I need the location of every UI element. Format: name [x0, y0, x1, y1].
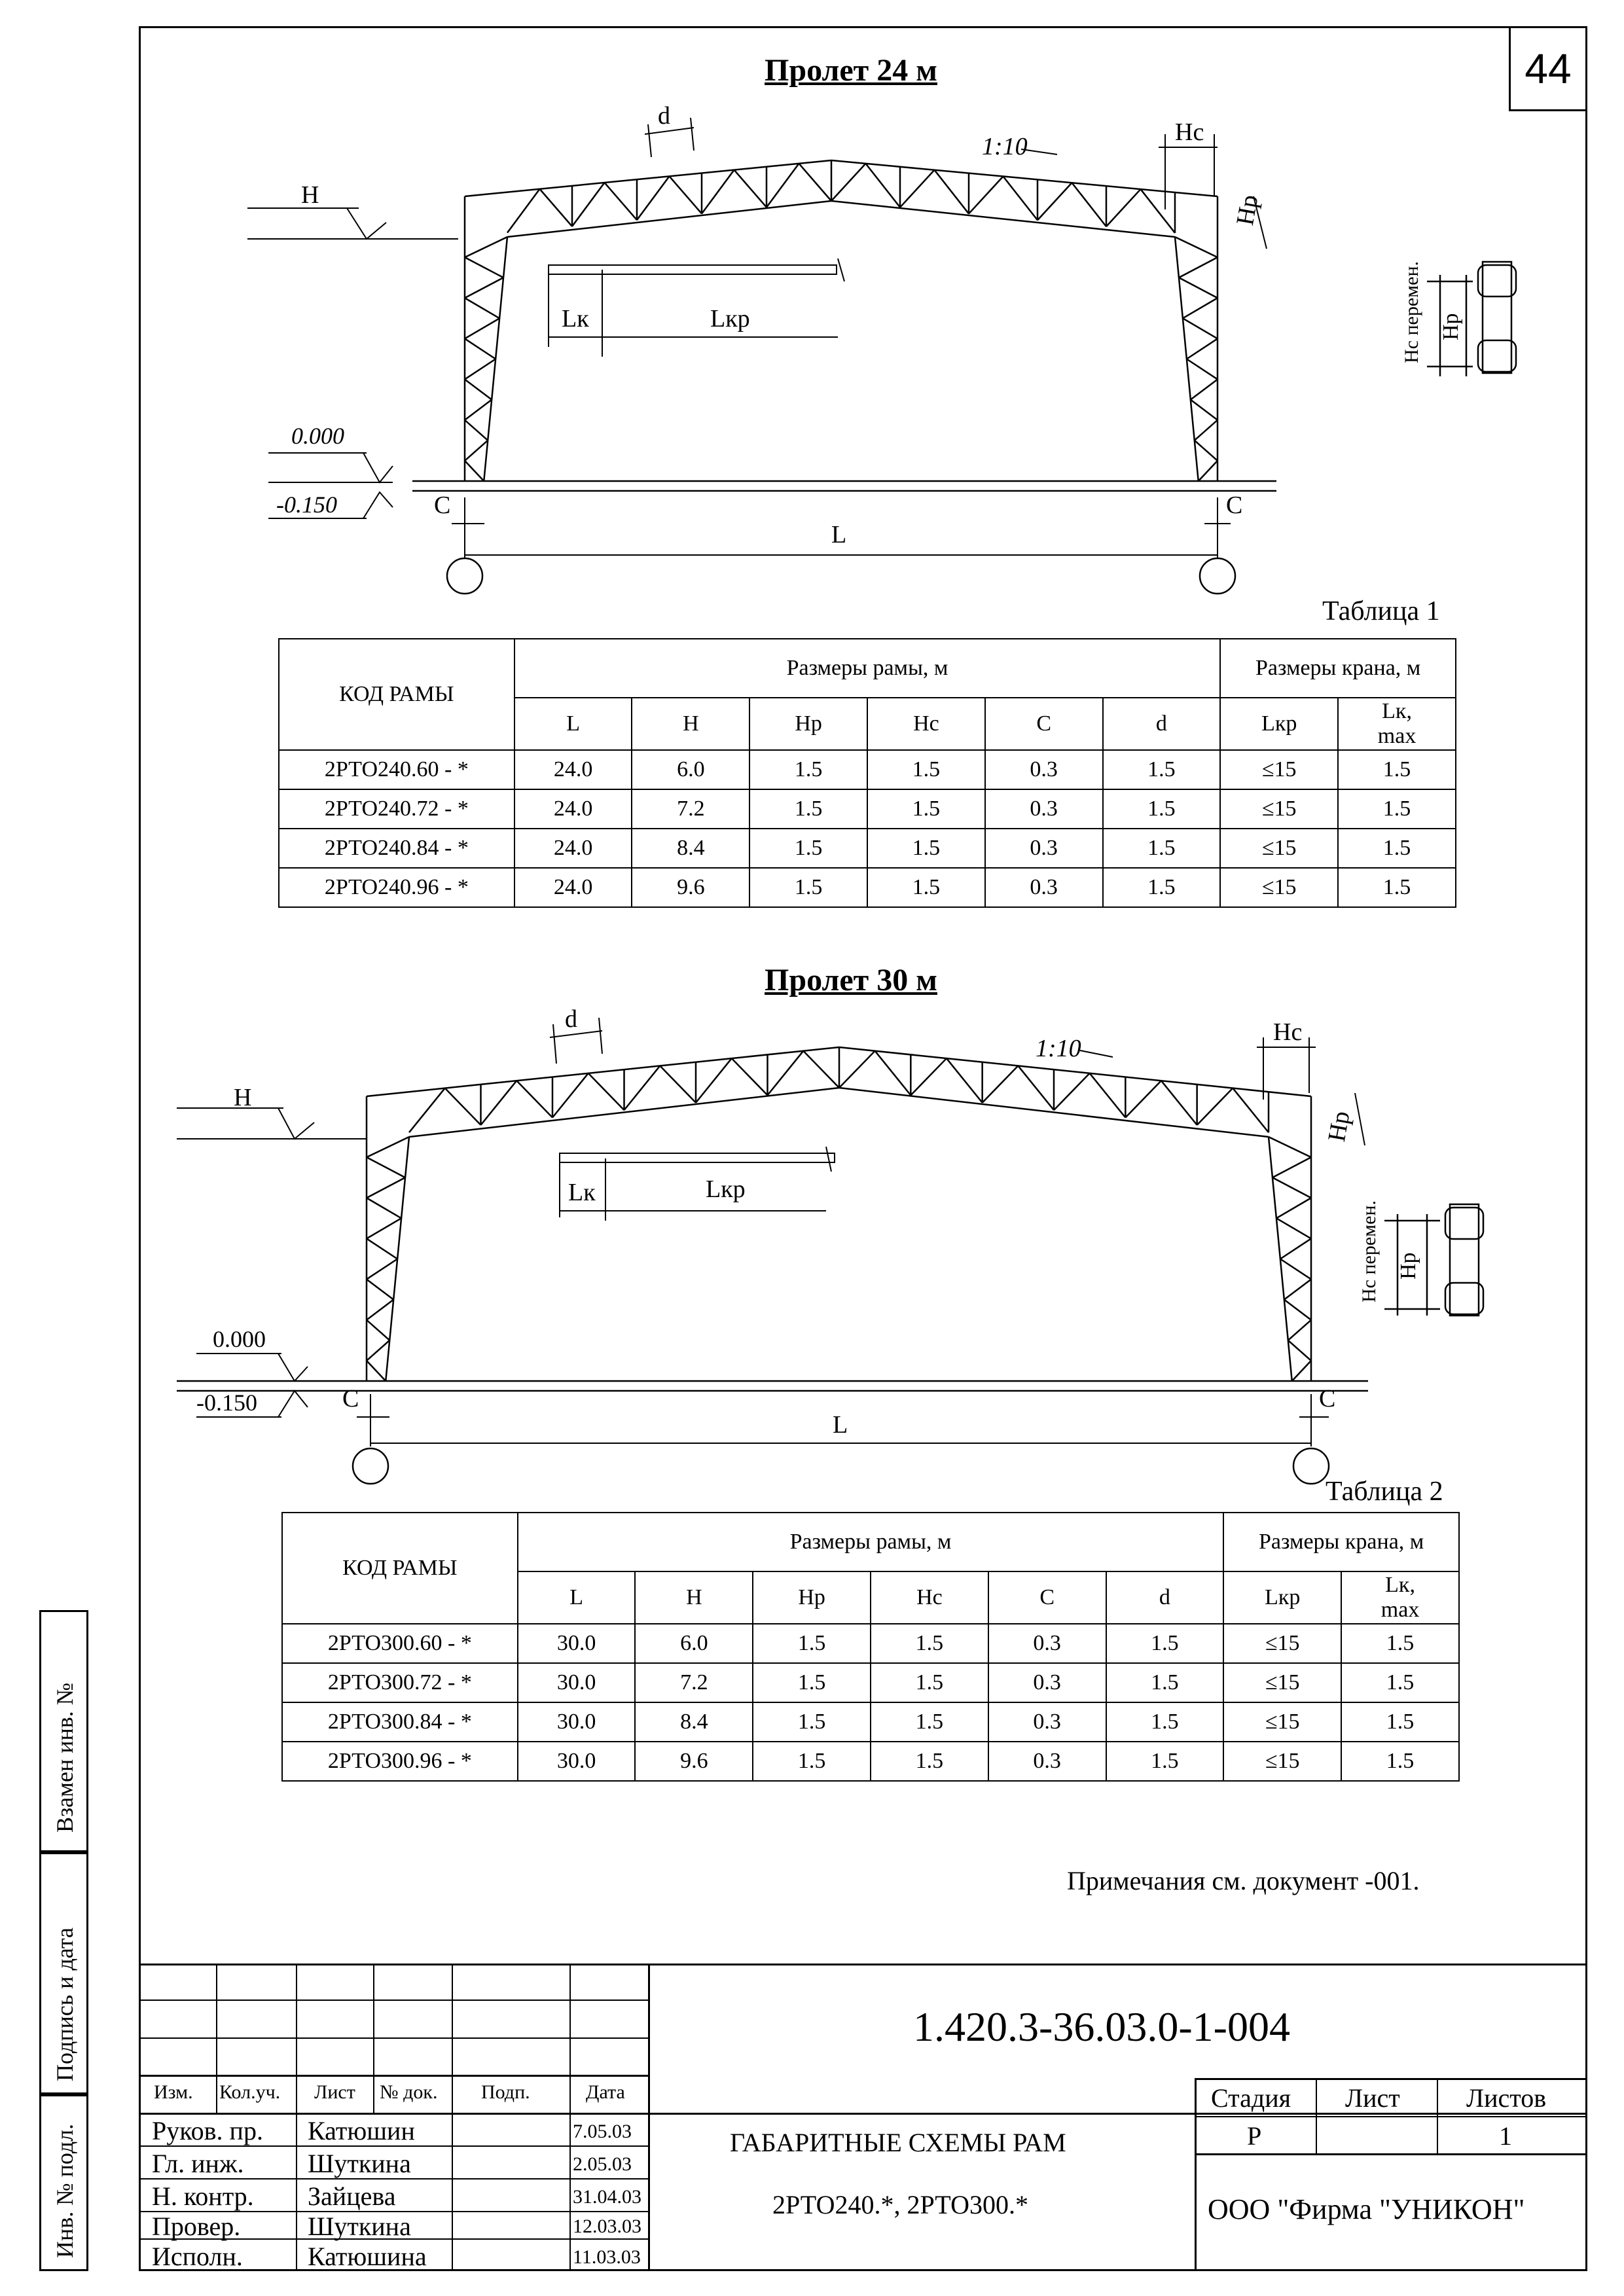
change-header-izm: Изм.: [154, 2081, 193, 2103]
table-cell: 2РТО240.96 - *: [279, 868, 514, 907]
col-header: d: [1103, 698, 1221, 750]
table-cell: 1.5: [1338, 829, 1456, 868]
drawing-name-line1: ГАБАРИТНЫЕ СХЕМЫ РАМ: [730, 2128, 1066, 2157]
crane-dims-header: Размеры крана, м: [1220, 639, 1456, 698]
col-header: C: [985, 698, 1103, 750]
change-header-list: Лист: [314, 2081, 355, 2103]
table-cell: 1.5: [1103, 750, 1221, 789]
notes-reference: Примечания см. документ -001.: [1067, 1866, 1420, 1895]
code-header: КОД РАМЫ: [282, 1513, 518, 1624]
signature-name: Зайцева: [308, 2181, 396, 2211]
signature-role: Н. контр.: [152, 2181, 254, 2211]
table-cell: 1.5: [1338, 750, 1456, 789]
signature-name: Катюшина: [308, 2242, 427, 2271]
signature-role: Исполн.: [152, 2242, 243, 2271]
label-lk-1: Lк: [562, 305, 589, 332]
code-header: КОД РАМЫ: [279, 639, 514, 750]
table-cell: 2РТО300.60 - *: [282, 1624, 518, 1663]
table-cell: 1.5: [749, 829, 867, 868]
table-cell: 1.5: [753, 1702, 871, 1742]
table-cell: 24.0: [514, 750, 632, 789]
label-d-1: d: [658, 102, 670, 130]
detail-hp-label-2: Hp: [1396, 1252, 1420, 1280]
crane-dims-header: Размеры крана, м: [1223, 1513, 1459, 1571]
table-cell: ≤15: [1223, 1702, 1341, 1742]
table-cell: 1.5: [871, 1663, 988, 1702]
table-cell: 1.5: [753, 1624, 871, 1663]
stage-header: Стадия: [1211, 2083, 1291, 2113]
col-header: Hp: [749, 698, 867, 750]
table-cell: 1.5: [1341, 1742, 1459, 1781]
table-cell: 1.5: [1341, 1624, 1459, 1663]
signature-name: Катюшин: [308, 2116, 415, 2145]
label-hc-1: Hc: [1175, 118, 1204, 146]
col-header: L: [514, 698, 632, 750]
signature-date: 2.05.03: [573, 2153, 632, 2175]
table-cell: 24.0: [514, 829, 632, 868]
table-cell: 1.5: [867, 789, 985, 829]
table-cell: 1.5: [753, 1663, 871, 1702]
table-cell: 1.5: [749, 868, 867, 907]
table-cell: ≤15: [1223, 1742, 1341, 1781]
detail-hp-label-1: Hp: [1439, 313, 1463, 340]
table-cell: 2РТО300.72 - *: [282, 1663, 518, 1702]
table-cell: 1.5: [749, 750, 867, 789]
label-slope-1: 1:10: [982, 133, 1028, 160]
table-cell: 2РТО300.96 - *: [282, 1742, 518, 1781]
signature-role: Гл. инж.: [152, 2149, 244, 2178]
col-header: Lк, max: [1338, 698, 1456, 750]
table-cell: 9.6: [632, 868, 749, 907]
label-hp-1: Hp: [1231, 192, 1264, 228]
frame-dims-header: Размеры рамы, м: [518, 1513, 1224, 1571]
col-header: Hc: [867, 698, 985, 750]
col-header: C: [988, 1571, 1106, 1624]
signature-date: 12.03.03: [573, 2215, 641, 2237]
table-cell: ≤15: [1220, 789, 1338, 829]
signature-date: 7.05.03: [573, 2121, 632, 2142]
col-header: Hp: [753, 1571, 871, 1624]
signature-date: 11.03.03: [573, 2246, 641, 2268]
table2-caption: Таблица 2: [1326, 1477, 1443, 1507]
table-cell: 0.3: [985, 868, 1103, 907]
left-support: [447, 558, 482, 594]
change-header-date: Дата: [586, 2081, 625, 2103]
table-cell: 30.0: [518, 1742, 636, 1781]
table1-caption: Таблица 1: [1322, 596, 1440, 626]
col-header: Lкр: [1220, 698, 1338, 750]
table-cell: 6.0: [635, 1624, 753, 1663]
table-cell: 2РТО240.60 - *: [279, 750, 514, 789]
table-cell: 0.3: [985, 750, 1103, 789]
label-c-left-2: C: [342, 1385, 359, 1412]
detail-hc-label-1: Hc перемен.: [1401, 260, 1422, 363]
label-level0-1: 0.000: [291, 423, 344, 449]
table-cell: 1.5: [1103, 868, 1221, 907]
table-cell: 8.4: [632, 829, 749, 868]
col-header: Lкр: [1223, 1571, 1341, 1624]
table-cell: 1.5: [871, 1742, 988, 1781]
table1: [278, 638, 1456, 908]
frame-dims-header: Размеры рамы, м: [514, 639, 1221, 698]
company-name: ООО "Фирма "УНИКОН": [1208, 2193, 1525, 2225]
side-stamp-replacement-text: Взамен инв. №: [52, 1682, 78, 1833]
sheets-value: 1: [1499, 2121, 1512, 2151]
table-cell: 1.5: [753, 1742, 871, 1781]
col-header: d: [1106, 1571, 1224, 1624]
sheet-number: 44: [1509, 26, 1587, 111]
table-cell: 6.0: [632, 750, 749, 789]
table-cell: 1.5: [871, 1702, 988, 1742]
frame-diagram-24m: [0, 98, 1624, 609]
table-cell: 1.5: [1106, 1624, 1224, 1663]
document-code: 1.420.3-36.03.0-1-004: [913, 2003, 1290, 2050]
sheets-header: Листов: [1466, 2083, 1547, 2113]
label-lkp-1: Lкр: [710, 305, 750, 332]
detail-hc-label-2: Hc перемен.: [1358, 1200, 1380, 1302]
table-cell: ≤15: [1220, 868, 1338, 907]
label-lk-2: Lк: [568, 1179, 596, 1206]
drawing-name-line2: 2РТО240.*, 2РТО300.*: [772, 2190, 1029, 2219]
table-cell: 1.5: [871, 1624, 988, 1663]
table2: [281, 1512, 1460, 1782]
label-c-right-1: C: [1226, 492, 1243, 519]
label-l-2: L: [833, 1411, 848, 1439]
table-cell: 1.5: [1341, 1663, 1459, 1702]
label-level1-2: -0.150: [196, 1390, 257, 1416]
table-cell: 7.2: [635, 1663, 753, 1702]
table-cell: 1.5: [867, 829, 985, 868]
col-header: H: [632, 698, 749, 750]
table-cell: 1.5: [1338, 868, 1456, 907]
label-slope-2: 1:10: [1036, 1035, 1081, 1062]
signature-name: Шуткина: [308, 2212, 411, 2241]
label-h-1: H: [301, 181, 319, 209]
table-cell: 30.0: [518, 1624, 636, 1663]
signature-date: 31.04.03: [573, 2186, 641, 2208]
table-cell: 1.5: [1341, 1702, 1459, 1742]
table-cell: 1.5: [867, 868, 985, 907]
table-cell: 1.5: [1106, 1742, 1224, 1781]
table-cell: 0.3: [985, 829, 1103, 868]
stage-value: Р: [1247, 2121, 1262, 2151]
table-cell: 1.5: [1106, 1663, 1224, 1702]
table-cell: 1.5: [1103, 789, 1221, 829]
table-cell: 0.3: [988, 1624, 1106, 1663]
table-cell: 7.2: [632, 789, 749, 829]
right-support: [1200, 558, 1235, 594]
label-lkp-2: Lкр: [706, 1175, 746, 1203]
label-c-left-1: C: [434, 492, 451, 519]
table-cell: ≤15: [1223, 1624, 1341, 1663]
table-cell: 0.3: [988, 1702, 1106, 1742]
side-stamp-signature-text: Подпись и дата: [52, 1928, 78, 2081]
change-header-kol: Кол.уч.: [219, 2081, 281, 2103]
table-cell: ≤15: [1223, 1663, 1341, 1702]
signature-role: Провер.: [152, 2212, 241, 2241]
col-header: Hc: [871, 1571, 988, 1624]
right-support: [1293, 1448, 1329, 1484]
signature-name: Шуткина: [308, 2149, 411, 2178]
left-support: [353, 1448, 388, 1484]
col-header: Lк, max: [1341, 1571, 1459, 1624]
sheet-header: Лист: [1345, 2083, 1400, 2113]
label-h-2: H: [234, 1084, 252, 1111]
change-header-sign: Подп.: [481, 2081, 530, 2103]
table-cell: 24.0: [514, 789, 632, 829]
label-d-2: d: [565, 1005, 577, 1033]
table-cell: 2РТО240.84 - *: [279, 829, 514, 868]
change-header-doc: № док.: [380, 2081, 438, 2103]
table-cell: 0.3: [985, 789, 1103, 829]
table-cell: 30.0: [518, 1663, 636, 1702]
section2-title: Пролет 30 м: [765, 963, 937, 997]
table-cell: 1.5: [1338, 789, 1456, 829]
table-cell: 24.0: [514, 868, 632, 907]
table-cell: 8.4: [635, 1702, 753, 1742]
col-header: L: [518, 1571, 636, 1624]
label-level1-1: -0.150: [276, 492, 337, 518]
table-cell: ≤15: [1220, 829, 1338, 868]
label-hp-2: Hp: [1322, 1109, 1356, 1144]
signature-role: Руков. пр.: [152, 2116, 263, 2145]
table-cell: 1.5: [749, 789, 867, 829]
table-cell: 1.5: [1106, 1702, 1224, 1742]
table-cell: 9.6: [635, 1742, 753, 1781]
label-hc-2: Hc: [1273, 1018, 1303, 1046]
table-cell: 0.3: [988, 1663, 1106, 1702]
side-stamp-inventory-text: Инв. № подл.: [52, 2123, 78, 2258]
col-header: H: [635, 1571, 753, 1624]
label-level0-2: 0.000: [213, 1326, 266, 1352]
table-cell: 30.0: [518, 1702, 636, 1742]
table-cell: 1.5: [1103, 829, 1221, 868]
table-cell: ≤15: [1220, 750, 1338, 789]
label-c-right-2: C: [1319, 1385, 1336, 1412]
table-cell: 2РТО240.72 - *: [279, 789, 514, 829]
table-cell: 2РТО300.84 - *: [282, 1702, 518, 1742]
section1-title: Пролет 24 м: [765, 53, 937, 88]
table-cell: 0.3: [988, 1742, 1106, 1781]
table-cell: 1.5: [867, 750, 985, 789]
label-l-1: L: [831, 521, 847, 548]
